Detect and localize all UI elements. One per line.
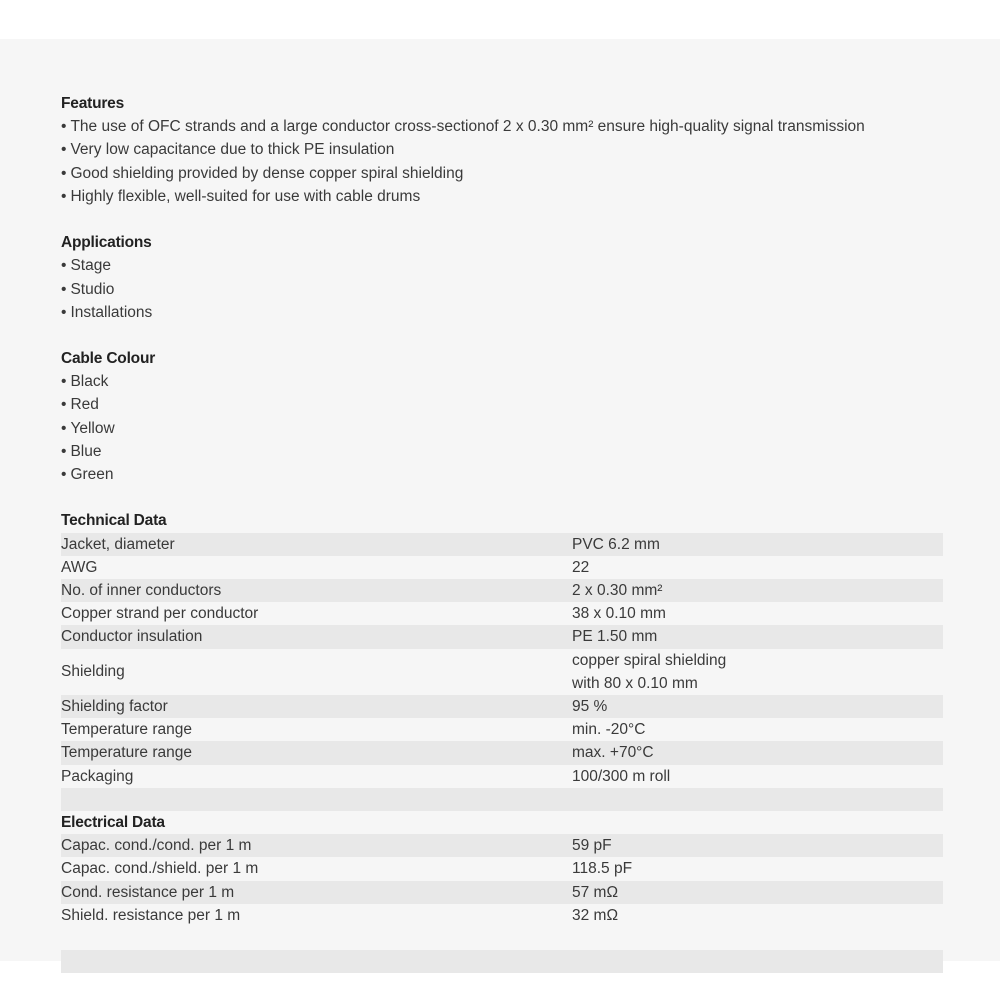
bullet: • <box>61 373 67 391</box>
feature-item <box>61 185 943 208</box>
table-row <box>61 857 943 880</box>
feature-item <box>61 115 943 138</box>
table-row <box>61 602 943 625</box>
bullet: • <box>61 466 67 483</box>
feature-text: The use of OFC strands and a large conductor cross-sectionof 2 x 0.30 mm² ensure high-quality signal transmission <box>70 118 865 136</box>
bullet: • <box>61 164 67 182</box>
row-label: Cond. resistance per 1 m <box>61 883 235 901</box>
table-row <box>61 718 943 741</box>
row-value: min. -20°C <box>572 721 646 739</box>
table-row <box>61 556 943 579</box>
table-row <box>61 695 943 718</box>
bullet: • <box>61 280 67 298</box>
row-label: Conductor insulation <box>61 628 203 646</box>
applications-heading: Applications <box>61 234 152 252</box>
colour-text: Red <box>70 396 99 414</box>
application-item <box>61 254 943 277</box>
datasheet-content <box>61 92 943 973</box>
row-value: 32 mΩ <box>572 906 619 924</box>
row-value <box>572 649 943 695</box>
feature-text: Very low capacitance due to thick PE insulation <box>70 141 395 159</box>
row-value: 38 x 0.10 mm <box>572 605 666 623</box>
bullet: • <box>61 257 67 275</box>
row-value: max. +70°C <box>572 744 654 762</box>
table-row <box>61 533 943 556</box>
table-row-empty <box>61 927 943 950</box>
bullet: • <box>61 419 67 437</box>
spacer <box>61 324 943 347</box>
table-row <box>61 741 943 764</box>
row-value: 95 % <box>572 697 608 715</box>
application-item <box>61 278 943 301</box>
row-label: Capac. cond./cond. per 1 m <box>61 837 252 855</box>
row-value: 59 pF <box>572 837 612 855</box>
row-label: No. of inner conductors <box>61 581 222 599</box>
colour-text: Green <box>70 466 114 483</box>
feature-item <box>61 138 943 161</box>
application-text: Studio <box>70 280 115 298</box>
bullet: • <box>61 442 67 460</box>
table-row <box>61 834 943 857</box>
row-label: Shielding <box>61 663 125 681</box>
row-label: Shielding factor <box>61 697 168 715</box>
features-heading: Features <box>61 95 125 112</box>
application-text: Stage <box>70 257 111 275</box>
colour-item <box>61 393 943 416</box>
colour-item <box>61 463 943 486</box>
table-row <box>61 881 943 904</box>
row-label: Temperature range <box>61 721 192 739</box>
datasheet-panel <box>0 39 1000 961</box>
application-text: Installations <box>70 303 153 321</box>
colour-text: Yellow <box>70 419 115 437</box>
row-label: Packaging <box>61 767 134 785</box>
electrical-data-heading: Electrical Data <box>61 813 165 831</box>
table-row <box>61 625 943 648</box>
table-row <box>61 579 943 602</box>
feature-item <box>61 162 943 185</box>
row-label: Capac. cond./shield. per 1 m <box>61 860 259 878</box>
row-value: PVC 6.2 mm <box>572 535 660 553</box>
bullet: • <box>61 141 67 159</box>
row-value-line: copper spiral shielding <box>572 651 727 669</box>
colour-item <box>61 440 943 463</box>
technical-data-heading: Technical Data <box>61 512 167 530</box>
feature-text: Highly flexible, well-suited for use with cable drums <box>70 187 421 205</box>
row-value: 118.5 pF <box>572 860 633 878</box>
row-label: Shield. resistance per 1 m <box>61 906 241 924</box>
row-label: Copper strand per conductor <box>61 605 259 623</box>
row-value: 2 x 0.30 mm² <box>572 581 663 599</box>
application-item <box>61 301 943 324</box>
table-row <box>61 649 943 695</box>
row-value-line: with 80 x 0.10 mm <box>572 674 698 692</box>
bullet: • <box>61 118 67 136</box>
spacer <box>61 486 943 509</box>
colour-text: Blue <box>70 442 102 460</box>
colour-item <box>61 417 943 440</box>
row-value: 22 <box>572 558 590 576</box>
row-label: AWG <box>61 558 98 576</box>
table-row-empty <box>61 950 943 973</box>
bullet: • <box>61 303 67 321</box>
table-row-empty <box>61 788 943 811</box>
colour-text: Black <box>70 373 109 391</box>
spacer <box>61 208 943 231</box>
table-row <box>61 765 943 788</box>
feature-text: Good shielding provided by dense copper spiral shielding <box>70 164 464 182</box>
colour-item <box>61 370 943 393</box>
row-label: Temperature range <box>61 744 192 762</box>
row-value: 57 mΩ <box>572 883 619 901</box>
row-label: Jacket, diameter <box>61 535 175 553</box>
row-value: 100/300 m roll <box>572 767 671 785</box>
cable-colour-heading: Cable Colour <box>61 350 156 368</box>
table-row <box>61 904 943 927</box>
bullet: • <box>61 187 67 205</box>
row-value: PE 1.50 mm <box>572 628 658 646</box>
bullet: • <box>61 396 67 414</box>
